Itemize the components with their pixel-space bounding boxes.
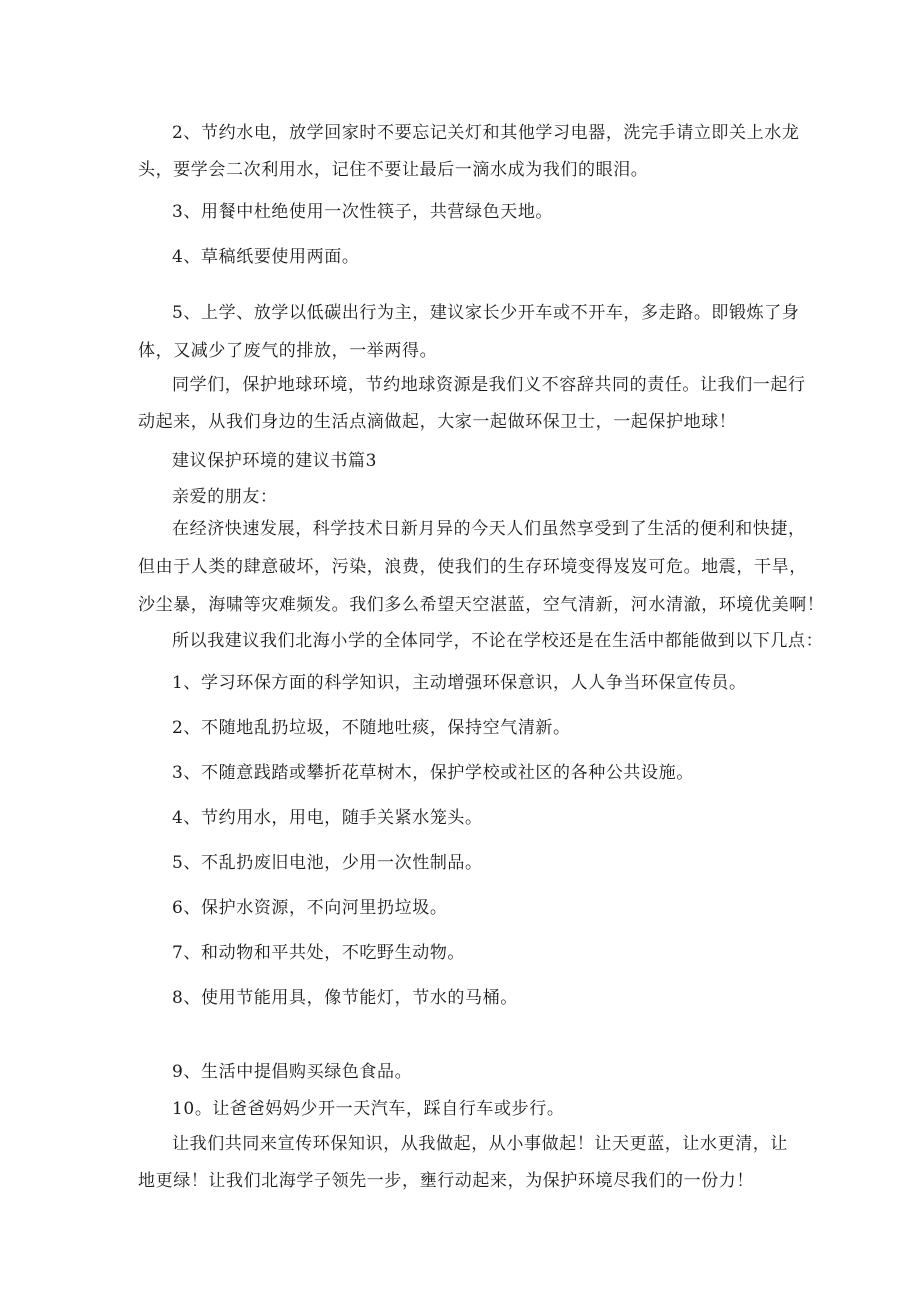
text-line: 3、用餐中杜绝使用一次性筷子，共营绿色天地。 — [172, 202, 554, 222]
text-line: 4、草稿纸要使用两面。 — [172, 247, 360, 267]
list-item: 8、使用节能用具，像节能灯，节水的马桶。 — [172, 988, 518, 1008]
text-line: 地更绿！让我们北海学子领先一步，壅行动起来，为保护环境尽我们的一份力！ — [138, 1171, 754, 1191]
text-line: 2、节约水电，放学回家时不要忘记关灯和其他学习电器，洗完手请立即关上水龙 — [172, 123, 800, 143]
list-item: 3、不随意践踏或攀折花草树木，保护学校或社区的各种公共设施。 — [172, 763, 694, 783]
list-item: 1、学习环保方面的科学知识，主动增强环保意识，人人争当环保宣传员。 — [172, 673, 747, 693]
section-heading: 建议保护环境的建议书篇3 — [172, 451, 378, 471]
list-item: 7、和动物和平共处，不吃野生动物。 — [172, 943, 466, 963]
text-line: 体，又减少了废气的排放，一举两得。 — [138, 341, 438, 361]
list-item: 10。让爸爸妈妈少开一天汽车，踩自行车或步行。 — [172, 1099, 565, 1119]
list-item: 4、节约用水，用电，随手关紧水笼头。 — [172, 808, 483, 828]
text-line: 头，要学会二次利用水，记住不要让最后一滴水成为我们的眼泪。 — [138, 160, 649, 180]
list-item: 9、生活中提倡购买绿色食品。 — [172, 1062, 413, 1082]
text-line: 让我们共同来宣传环保知识，从我做起，从小事做起！让天更蓝，让水更清，让 — [172, 1134, 788, 1154]
greeting: 亲爱的朋友： — [172, 487, 278, 507]
text-line: 动起来，从我们身边的生活点滴做起，大家一起做环保卫士，一起保护地球！ — [138, 412, 737, 432]
list-item: 5、不乱扔废旧电池，少用一次性制品。 — [172, 853, 483, 873]
list-item: 6、保护水资源，不向河里扔垃圾。 — [172, 898, 448, 918]
text-line: 所以我建议我们北海小学的全体同学，不论在学校还是在生活中都能做到以下几点： — [172, 631, 824, 651]
text-line: 5、上学、放学以低碳出行为主，建议家长少开车或不开车，多走路。即锻炼了身 — [172, 303, 800, 323]
text-line: 同学们，保护地球环境，节约地球资源是我们义不容辞共同的责任。让我们一起行 — [172, 375, 806, 395]
list-item: 2、不随地乱扔垃圾，不随地吐痰，保持空气清新。 — [172, 718, 571, 738]
text-line: 沙尘暴，海啸等灾难频发。我们多么希望天空湛蓝，空气清新，河水清澈，环境优美啊！ — [138, 595, 825, 615]
text-line: 在经济快速发展，科学技术日新月异的今天人们虽然享受到了生活的便利和快捷， — [172, 519, 806, 539]
text-line: 但由于人类的肆意破坏，污染，浪费，使我们的生存环境变得岌岌可危。地震，干旱， — [138, 557, 807, 577]
